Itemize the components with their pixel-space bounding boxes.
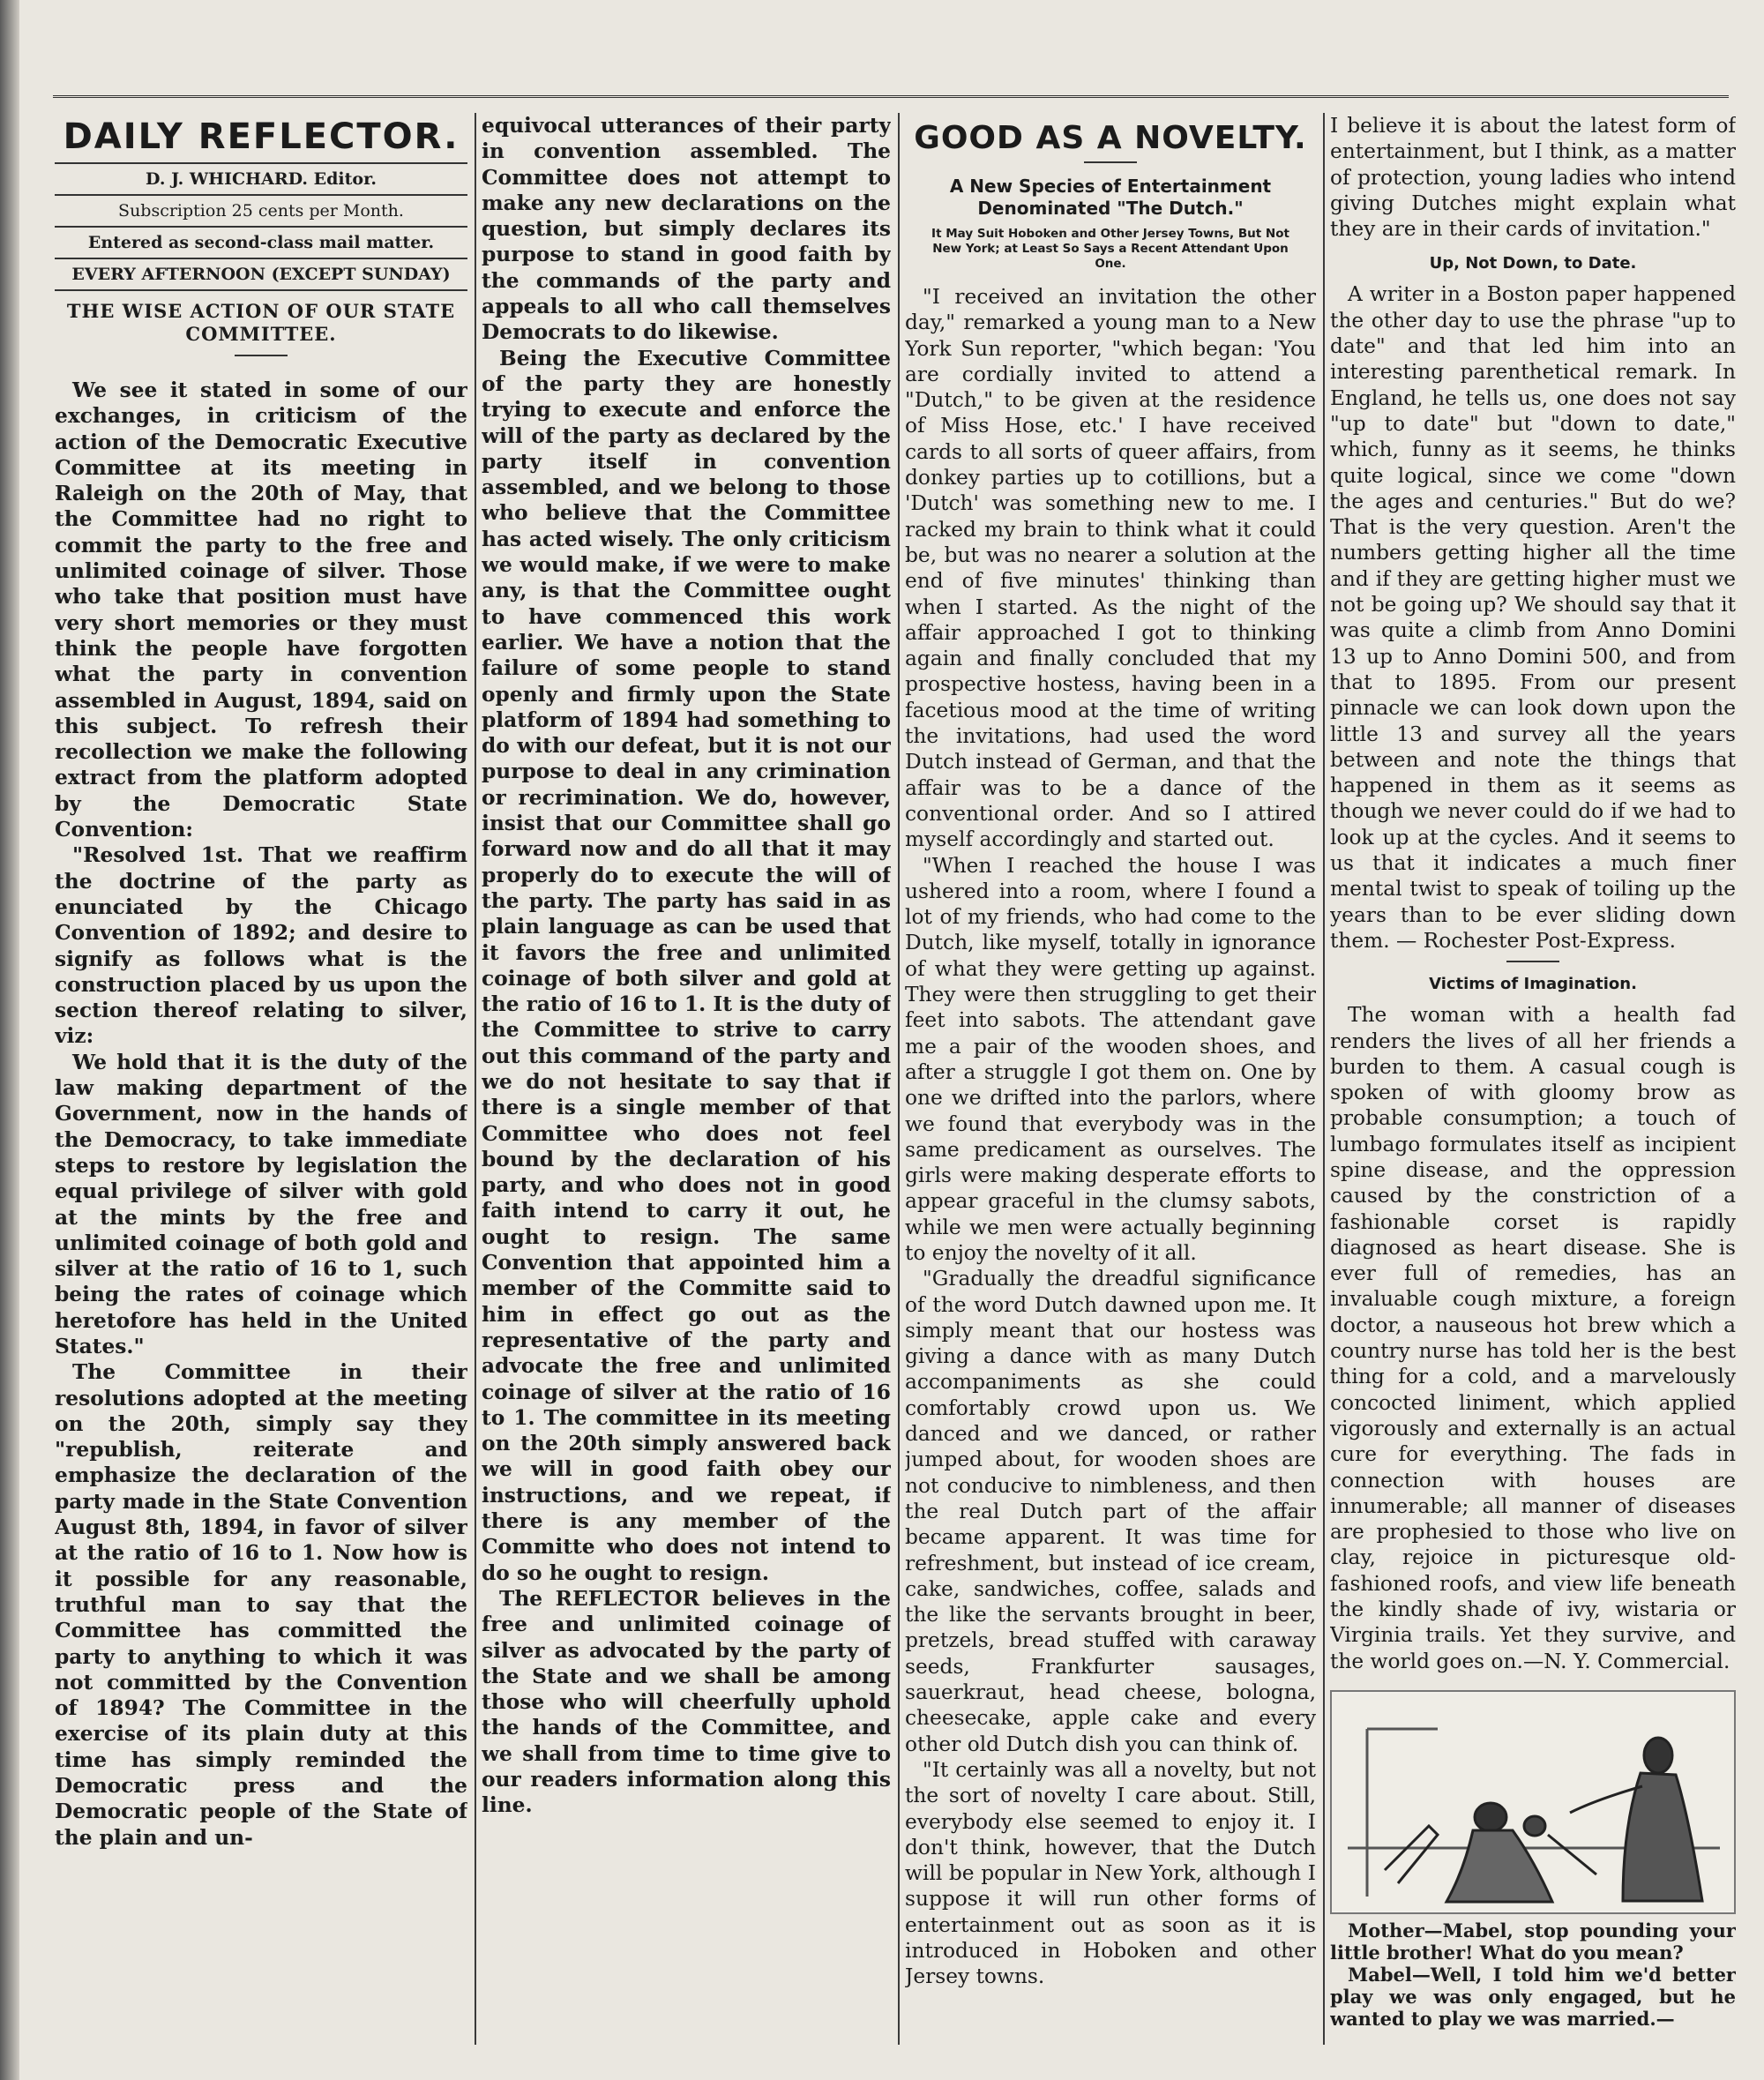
caption-line: Mother—Mabel, stop pounding your little brother! What do you mean? xyxy=(1330,1919,1736,1964)
paragraph: Being the Executive Committee of the party they are honestly trying to execute and enforce the will of the party as declared by the party itself in convention assembled, and we belong to those who believe that the Committee has acted wisely. The only criticism we would make, if we were to make any, is that the Committee ought to have commenced this work earlier. We have a notion that the failure of some people to stand openly and firmly upon the State platform of 1894 had something to do with our defeat, but it is not our purpose to deal in any crimination or recrimination. We do, however, insist that our Committee shall go forward now and do all that it may properly do to execute the will of the party. The party has said in as plain language as can be used that it favors the free and unlimited coinage of both silver and gold at the ratio of 16 to 1. It is the duty of the Committee to strive to carry out this command of the party and we do not hesitate to say that if there is a single member of that Committee who does not feel bound by the declaration of his party, and who does not in good faith intend to carry it out, he ought to resign. The same Convention that appointed him a member of the Committe said to him in effect go out as the representative of the party and advocate the free and unlimited coinage of silver at the ratio of 16 to 1. The committee in its meeting on the 20th simply answered back we will in good faith obey our instructions, and we repeat, if there is any member of the Committe who does not intend to do so he ought to resign. xyxy=(482,346,891,1585)
paragraph: I believe it is about the latest form of entertainment, but I think, as a matter of protection, young ladies who intend giving Dutches might explain what they are in their cards of invitation." xyxy=(1330,114,1736,242)
column-1 xyxy=(55,113,467,2045)
cartoon-illustration xyxy=(1330,1690,1736,1914)
cartoon-caption xyxy=(1330,1919,1736,2030)
column-rule xyxy=(1323,113,1325,2045)
paragraph: "I received an invitation the other day," remarked a young man to a New York Sun reporter, "which began: 'You are cordially invited to attend a "Dutch," to be given at the residence of Miss Hose, etc.' I have received cards to all sorts of queer affairs, from donkey parties up to cotillions, but a 'Dutch' was something new to me. I racked my brain to think what it could be, but was no nearer a solution at the end of five minutes' thinking than when I started. As the night of the affair approached I got to thinking again and finally concluded that my prospective hostess, having been in a facetious mood at the time of writing the invitations, had used the word Dutch instead of German, and that the affair was to be a dance of the conventional order. And so I attired myself accordingly and started out. xyxy=(905,285,1316,852)
masthead-title: DAILY REFLECTOR. xyxy=(63,116,460,157)
cartoon-drawing xyxy=(1332,1692,1734,1912)
top-rule xyxy=(53,95,1729,103)
paragraph: "It certainly was all a novelty, but not the sort of novelty I care about. Still, everybody else seemed to enjoy it. I don't think, however, that the Dutch will be popular in New York, although I suppose it will run other forms of entertainment out as soon as it is introduced in Hoboken and other Jersey towns. xyxy=(905,1757,1316,1989)
caption-line: Mabel—Well, I told him we'd better play we was only engaged, but he wanted to play we was married.— xyxy=(1330,1963,1736,2030)
masthead-rule xyxy=(55,289,467,291)
editorial-title: THE WISE ACTION OF OUR STATE COMMITTEE. xyxy=(66,300,456,345)
column-3 xyxy=(905,113,1316,2045)
column-rule xyxy=(898,113,900,2045)
column-2 xyxy=(482,113,891,2045)
paragraph: equivocal utterances of their party in convention assembled. The Committee does not attempt to make any new declarations on the question, but simply declares its purpose to stand in good faith by the commands of the party and appeals to all who call themselves Democrats to do likewise. xyxy=(482,114,891,345)
section-title: Victims of Imagination. xyxy=(1429,975,1637,994)
paragraph: "When I reached the house I was ushered into a room, where I found a lot of my friends, who had come to the Dutch, like myself, totally in ignorance of what they were getting up against. They were then struggling to get their feet into sabots. The attendant gave me a pair of the wooden shoes, and after a struggle I got them on. One by one we drifted into the parlors, where we found that everybody was in the same predicament as ourselves. The girls were making desperate efforts to appear graceful in the clumsy sabots, while we men were actually beginning to enjoy the novelty of it all. xyxy=(905,853,1316,1265)
article-subhead: A New Species of Entertainment Denominated "The Dutch." xyxy=(949,176,1272,219)
headline-rule xyxy=(1084,161,1137,163)
paragraph: "Gradually the dreadful significance of the word Dutch dawned upon me. It simply meant that our hostess was giving a dance with as many Dutch accompaniments as she could comfortably crowd upon us. We danced and we danced, or rather jumped about, for wooden shoes are not conducive to nimbleness, and then the real Dutch part of the affair became apparent. It was time for refreshment, but instead of ice cream, cake, sandwiches, coffee, salads and the like the servants brought in beer, pretzels, bread stuffed with caraway seeds, Frankfurter sausages, sauerkraut, head cheese, bologna, cheesecake, apple cake and every other old Dutch dish you can think of. xyxy=(905,1267,1316,1756)
article-headline: GOOD AS A NOVELTY. xyxy=(914,120,1307,156)
masthead-schedule: EVERY AFTERNOON (EXCEPT SUNDAY) xyxy=(55,258,467,289)
column-4 xyxy=(1330,113,1736,2045)
paragraph: "Resolved 1st. That we reaffirm the doctrine of the party as enunciated by the Chicago Convention of 1892; and desire to signify as follows what is the construction placed by us upon the section thereof relating to silver, viz: xyxy=(55,843,467,1049)
paragraph: The REFLECTOR believes in the free and unlimited coinage of silver as advocated by the party of the State and we shall be among those who will cheerfully uphold the hands of the Committee, and we shall from time to time give to our readers information along this line. xyxy=(482,1586,891,1818)
paragraph: We see it stated in some of our exchanges, in criticism of the action of the Democratic Executive Committee at its meeting in Raleigh on the 20th of May, that the Committee had no right to commit the party to the free and unlimited coinage of silver. Those who take that position must have very short memories or they must think the people have forgotten what the party in convention assembled in August, 1894, said on this subject. To refresh their recollection we make the following extract from the platform adopted by the Democratic State Convention: xyxy=(55,378,467,842)
article-deck: It May Suit Hoboken and Other Jersey Towns, But Not New York; at Least So Says a Recent Attendant Upon One. xyxy=(931,227,1289,271)
paragraph: A writer in a Boston paper happened the other day to use the phrase "up to date" and that led him into an interesting parenthetical remark. In England, he tells us, one does not say "up to date" but "down to date," which, funny as it seems, he thinks quite logical, since we come "down the ages and centuries." But do we? That is the very question. Aren't the numbers getting higher all the time and if they are getting higher must we not be going up? We should say that it was quite a climb from Anno Domini 13 up to Anno Domini 500, and from that to 1895. From our present pinnacle we can look down upon the little 13 and survey all the years between and note the things that happened in them as it seems as though we never could do if we had to look up at the cycles. And it seems to us that it indicates a much finer mental twist to speak of toiling up the years than to be ever sliding down them. — Rochester Post-Express. xyxy=(1330,282,1736,953)
paragraph: We hold that it is the duty of the law making department of the Government, now in the hands of the Democracy, to take immediate steps to restore by legislation the equal privilege of silver with gold at the mints by the free and unlimited coinage of both gold and silver at the ratio of 16 to 1, such being the rates of coinage which heretofore has held in the United States." xyxy=(55,1050,467,1358)
column-rule xyxy=(475,113,476,2045)
section-rule xyxy=(1506,961,1559,962)
paragraph: The woman with a health fad renders the lives of all her friends a burden to them. A casual cough is spoken of with gloomy brow as probable consumption; a touch of lumbago formulates itself as incipient spine disease, and the oppression caused by the constriction of a fashionable corset is rapidly diagnosed as heart disease. She is ever full of remedies, has an invaluable cough mixture, a foreign doctor, a nauseous hot brew which a country nurse has told her is the best thing for a cold, and a marvelously concocted liniment, which applied vigorously and externally is an actual cure for everything. The fads in connection with houses are innumerable; all manner of diseases are prophesied to those who live on clay, rejoice in picturesque old-fashioned roofs, and view life beneath the kindly shade of ivy, wistaria or Virginia trails. Yet they survive, and the world goes on.—N. Y. Commercial. xyxy=(1330,1003,1736,1673)
title-rule xyxy=(235,355,288,356)
section-title: Up, Not Down, to Date. xyxy=(1429,254,1637,273)
masthead-entered: Entered as second-class mail matter. xyxy=(55,226,467,258)
masthead-editor: D. J. WHICHARD. Editor. xyxy=(55,162,467,194)
binding-shadow xyxy=(0,0,19,2080)
paragraph: The Committee in their resolutions adopted at the meeting on the 20th, simply say they "republish, reiterate and emphasize the declaration of the party made in the State Convention August 8th, 1894, in favor of silver at the ratio of 16 to 1. Now how is it possible for any reasonable, truthful man to say that the Committee has committed the party to anything to which it was not committed by the Convention of 1894? The Committee in the exercise of its plain duty at this time has simply reminded the Democratic press and the Democratic people of the State of the plain and un- xyxy=(55,1360,467,1850)
masthead-subscription: Subscription 25 cents per Month. xyxy=(55,194,467,226)
